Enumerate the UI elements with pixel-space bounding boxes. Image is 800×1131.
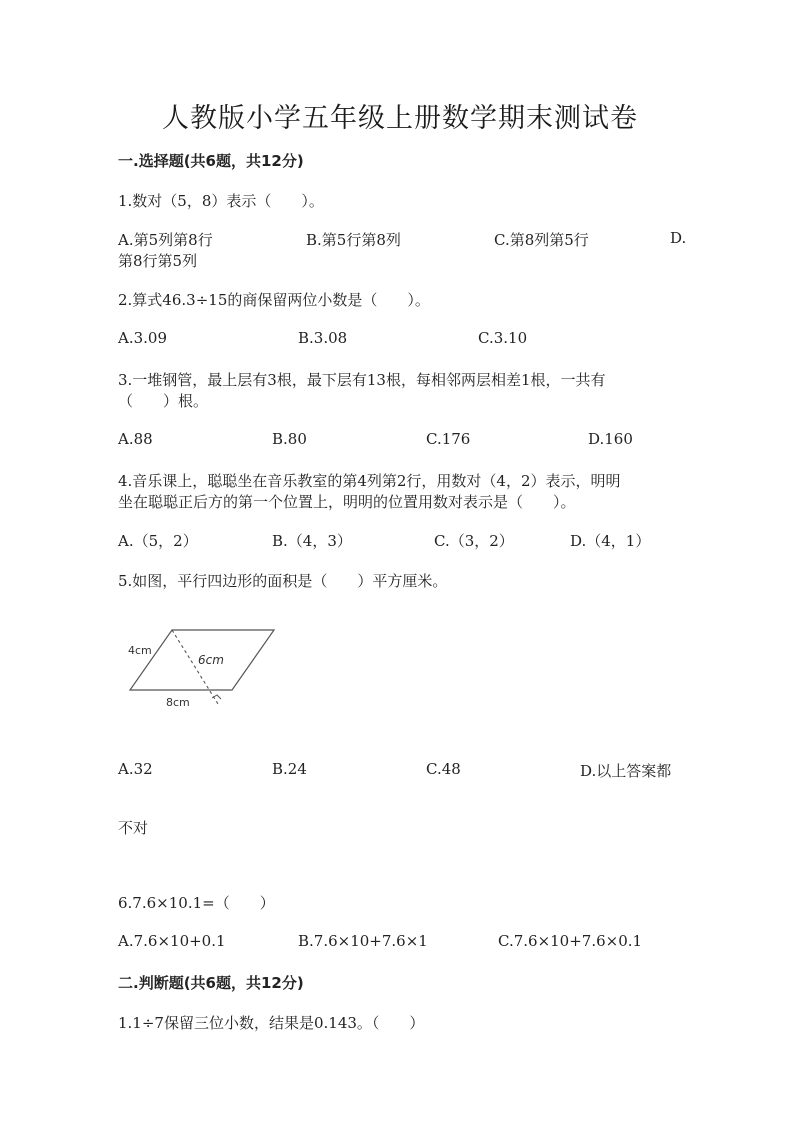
q4-option-b: B.（4，3） [272, 532, 352, 550]
q6-option-b: B.7.6×10+7.6×1 [298, 932, 428, 950]
question-2: 2.算式46.3÷15的商保留两位小数是（ ）。 [118, 291, 430, 309]
side-label: 4cm [128, 644, 152, 657]
question-3-line-2: （ ）根。 [118, 392, 209, 410]
q3-option-a: A.88 [118, 430, 153, 448]
q6-option-c: C.7.6×10+7.6×0.1 [498, 932, 643, 950]
q1-option-d: D. [670, 229, 687, 247]
q2-option-c: C.3.10 [478, 329, 528, 347]
q4-option-d: D.（4，1） [570, 532, 651, 550]
q5-option-d-continued: 不对 [118, 819, 149, 837]
q3-option-b: B.80 [272, 430, 307, 448]
right-angle-mark [212, 695, 221, 699]
q1-option-a: A.第5列第8行 [118, 231, 213, 249]
q5-option-b: B.24 [272, 760, 307, 778]
question-4-line-1: 4.音乐课上，聪聪坐在音乐教室的第4列第2行，用数对（4，2）表示，明明 [118, 472, 621, 490]
q3-option-c: C.176 [426, 430, 471, 448]
q5-option-c: C.48 [426, 760, 461, 778]
q4-option-a: A.（5，2） [118, 532, 198, 550]
q2-option-b: B.3.08 [298, 329, 348, 347]
q1-option-b: B.第5行第8列 [306, 231, 401, 249]
parallelogram-figure [124, 618, 284, 718]
height-dashed-line [172, 630, 218, 704]
page-title: 人教版小学五年级上册数学期末测试卷 [162, 103, 638, 134]
q2-option-a: A.3.09 [118, 329, 167, 347]
question-5: 5.如图，平行四边形的面积是（ ）平方厘米。 [118, 572, 448, 590]
question-1: 1.数对（5，8）表示（ ）。 [118, 192, 324, 210]
base-label: 8cm [166, 696, 190, 709]
section-heading-choice: 一.选择题(共6题，共12分) [118, 152, 304, 170]
q1-option-d-continued: 第8行第5列 [118, 252, 198, 270]
q4-option-c: C.（3，2） [434, 532, 514, 550]
question-3-line-1: 3.一堆钢管，最上层有3根，最下层有13根，每相邻两层相差1根，一共有 [118, 371, 606, 389]
section-heading-true-false: 二.判断题(共6题，共12分) [118, 974, 304, 992]
true-false-question-1: 1.1÷7保留三位小数，结果是0.143。（ ） [118, 1014, 425, 1032]
q3-option-d: D.160 [588, 430, 633, 448]
q1-option-c: C.第8列第5行 [494, 231, 589, 249]
q5-option-d: D.以上答案都 [580, 762, 672, 780]
q6-option-a: A.7.6×10+0.1 [118, 932, 226, 950]
height-label: 6cm [198, 653, 224, 667]
question-6: 6.7.6×10.1=（ ） [118, 894, 275, 912]
q5-option-a: A.32 [118, 760, 153, 778]
question-4-line-2: 坐在聪聪正后方的第一个位置上，明明的位置用数对表示是（ ）。 [118, 493, 576, 511]
